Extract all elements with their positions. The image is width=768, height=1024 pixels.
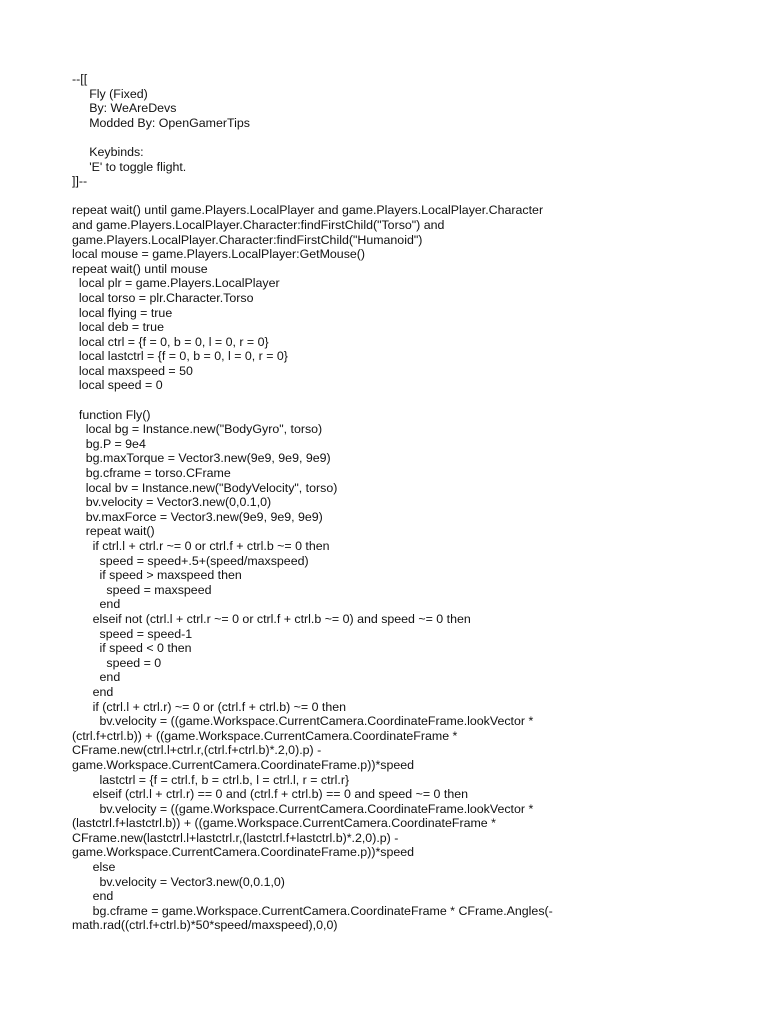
code-line: end	[72, 670, 121, 685]
code-line: repeat wait()	[72, 524, 155, 539]
code-line: bg.cframe = torso.CFrame	[72, 466, 231, 481]
code-line: and game.Players.LocalPlayer.Character:findFirstChild("Torso") and	[72, 217, 445, 232]
code-line: speed = speed+.5+(speed/maxspeed)	[72, 553, 309, 568]
code-line: CFrame.new(lastctrl.l+lastctrl.r,(lastctrl.f+lastctrl.b)*.2,0).p) -	[72, 830, 399, 845]
code-line: game.Workspace.CurrentCamera.CoordinateFrame.p))*speed	[72, 845, 415, 860]
code-line: bg.maxTorque = Vector3.new(9e9, 9e9, 9e9)	[72, 451, 331, 466]
code-line: local bg = Instance.new("BodyGyro", torso)	[72, 422, 323, 437]
code-line: bv.velocity = Vector3.new(0,0.1,0)	[72, 874, 285, 889]
code-line: speed = maxspeed	[72, 582, 212, 597]
code-line: repeat wait() until game.Players.LocalPlayer and game.Players.LocalPlayer.Character	[72, 203, 544, 218]
code-line: repeat wait() until mouse	[72, 261, 208, 276]
code-line: local torso = plr.Character.Torso	[72, 290, 254, 305]
code-line: bv.velocity = ((game.Workspace.CurrentCamera.CoordinateFrame.lookVector *	[72, 801, 534, 816]
code-line: local bv = Instance.new("BodyVelocity", torso)	[72, 480, 338, 495]
code-line: else	[72, 860, 116, 875]
code-line: ]]--	[72, 174, 88, 189]
code-line	[72, 130, 712, 145]
code-line: CFrame.new(ctrl.l+ctrl.r,(ctrl.f+ctrl.b)*.2,0).p) -	[72, 743, 322, 758]
code-line: Modded By: OpenGamerTips	[72, 115, 250, 130]
code-line: local maxspeed = 50	[72, 363, 193, 378]
code-line: if speed > maxspeed then	[72, 568, 242, 583]
code-line: local plr = game.Players.LocalPlayer	[72, 276, 280, 291]
code-line: bv.velocity = ((game.Workspace.CurrentCamera.CoordinateFrame.lookVector *	[72, 714, 534, 729]
code-line: (lastctrl.f+lastctrl.b)) + ((game.Workspace.CurrentCamera.CoordinateFrame *	[72, 816, 496, 831]
code-line: math.rad((ctrl.f+ctrl.b)*50*speed/maxspeed),0,0)	[72, 918, 338, 933]
code-line: local flying = true	[72, 305, 173, 320]
code-line: local ctrl = {f = 0, b = 0, l = 0, r = 0}	[72, 334, 269, 349]
code-line: function Fly()	[72, 407, 151, 422]
code-line: (ctrl.f+ctrl.b)) + ((game.Workspace.CurrentCamera.CoordinateFrame *	[72, 728, 458, 743]
code-line: --[[	[72, 72, 88, 86]
code-line: By: WeAreDevs	[72, 101, 177, 116]
code-line: if (ctrl.l + ctrl.r) ~= 0 or (ctrl.f + ctrl.b) ~= 0 then	[72, 699, 347, 714]
code-line: Fly (Fixed)	[72, 86, 148, 101]
code-line: local lastctrl = {f = 0, b = 0, l = 0, r = 0}	[72, 349, 288, 364]
code-line: elseif not (ctrl.l + ctrl.r ~= 0 or ctrl.f + ctrl.b ~= 0) and speed ~= 0 then	[72, 611, 471, 626]
code-block	[72, 72, 712, 933]
code-line: Keybinds:	[72, 144, 144, 159]
code-line: local deb = true	[72, 320, 164, 335]
code-line: local speed = 0	[72, 378, 163, 393]
code-line: end	[72, 597, 121, 612]
code-line: if ctrl.l + ctrl.r ~= 0 or ctrl.f + ctrl.b ~= 0 then	[72, 539, 330, 553]
code-line: 'E' to toggle flight.	[72, 159, 187, 174]
code-line: bg.P = 9e4	[72, 436, 146, 451]
code-line: local mouse = game.Players.LocalPlayer:GetMouse()	[72, 247, 366, 262]
code-line: lastctrl = {f = ctrl.f, b = ctrl.b, l = ctrl.l, r = ctrl.r}	[72, 772, 350, 787]
code-line: end	[72, 889, 114, 904]
code-line: bg.cframe = game.Workspace.CurrentCamera.CoordinateFrame * CFrame.Angles(-	[72, 903, 553, 918]
code-line: elseif (ctrl.l + ctrl.r) == 0 and (ctrl.f + ctrl.b) == 0 and speed ~= 0 then	[72, 787, 468, 802]
code-line: speed = 0	[72, 655, 162, 670]
code-line: bv.velocity = Vector3.new(0,0.1,0)	[72, 495, 272, 510]
code-line	[72, 393, 712, 408]
code-line: bv.maxForce = Vector3.new(9e9, 9e9, 9e9)	[72, 509, 323, 524]
code-line: speed = speed-1	[72, 626, 193, 641]
code-line: game.Players.LocalPlayer.Character:findFirstChild("Humanoid")	[72, 232, 423, 247]
code-line	[72, 189, 712, 204]
code-line: end	[72, 684, 114, 699]
code-line: if speed < 0 then	[72, 641, 192, 656]
code-line: game.Workspace.CurrentCamera.CoordinateFrame.p))*speed	[72, 757, 415, 772]
